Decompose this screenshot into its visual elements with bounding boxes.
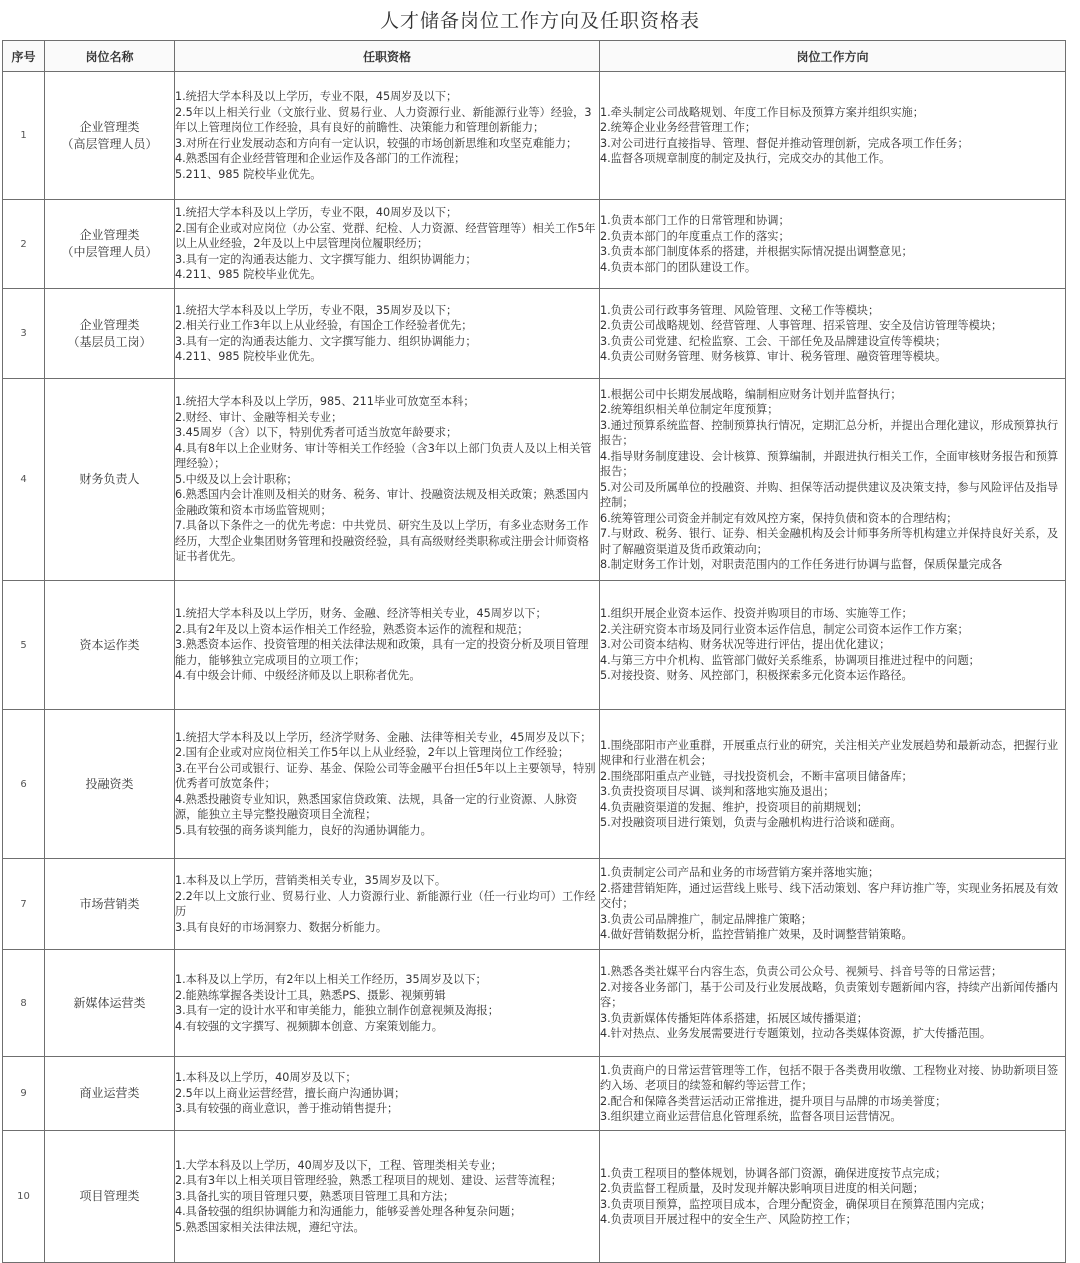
duty-item: 4.负责公司财务管理、财务核算、审计、税务管理、融资管理等模块。 (600, 350, 947, 363)
position-title: 企业管理类 (79, 228, 140, 242)
row-seq: 6 (3, 710, 45, 859)
duty-item: 1.负责本部门工作的日常管理和协调； (600, 214, 790, 227)
qualification-item: 3.45周岁（含）以下，特别优秀者可适当放宽年龄要求； (175, 426, 458, 440)
duty-item: 4.负责项目开展过程中的安全生产、风险防控工作； (600, 1213, 857, 1226)
qualification-item: 2.5年以上商业运营经营，擅长商户沟通协调； (175, 1086, 406, 1100)
table-row (3, 1131, 1066, 1263)
duty-item: 3.负责项目预算，监控项目成本，合理分配资金，确保项目在预算范围内完成； (600, 1197, 992, 1211)
duty-item: 2.统筹企业业务经营管理工作； (600, 121, 757, 134)
row-work-direction (600, 581, 1066, 710)
row-seq: 10 (3, 1131, 45, 1263)
duty-item: 4.负责融资渠道的发掘、维护，投资项目的前期规划； (600, 800, 868, 814)
row-work-direction (600, 1057, 1066, 1131)
position-title: 新媒体运营类 (73, 995, 146, 1010)
qualification-item: 1.本科及以上学历，40周岁及以下； (175, 1071, 357, 1085)
duty-item: 4.监督各项规章制度的制定及执行，完成交办的其他工作。 (600, 152, 891, 165)
position-title: 项目管理类 (79, 1189, 140, 1203)
duty-item: 3.负责本部门制度体系的搭建，并根据实际情况提出调整意见； (600, 245, 913, 258)
row-work-direction (600, 710, 1066, 859)
row-qualifications (175, 72, 600, 200)
qualification-item: 1.统招大学本科及以上学历，专业不限，45周岁及以下； (175, 90, 458, 103)
duty-item: 4.针对热点、业务发展需要进行专题策划，拉动各类媒体资源，扩大传播范围。 (600, 1027, 992, 1041)
qualification-item: 4.具有8年以上企业财务、审计等相关工作经验（含3年以上部门负责人及以上相关管理经验）； (175, 441, 592, 471)
qualification-item: 2.财经、审计、金融等相关专业； (175, 410, 343, 424)
row-seq: 1 (3, 72, 45, 200)
qualification-item: 1.统招大学本科及以上学历，经济学财务、金融、法律等相关专业，45周岁及以下； (175, 730, 592, 744)
duty-item: 1.负责商户的日常运营管理等工作，包括不限于各类费用收缴、工程物业对接、协助新项目签约入场、老项目的续签和解约等运营工作； (600, 1063, 1059, 1092)
row-work-direction (600, 859, 1066, 950)
row-qualifications (175, 950, 600, 1057)
duty-item: 2.负责监督工程质量，及时发现并解决影响项目进度的相关问题； (600, 1182, 924, 1195)
qualification-table (2, 40, 1066, 1263)
page-title: 人才储备岗位工作方向及任职资格表 (379, 9, 700, 32)
qualification-item: 3.对所在行业发展动态和方向有一定认识，较强的市场创新思维和攻坚克难能力； (175, 136, 578, 150)
qualification-item: 4.熟悉投融资专业知识，熟悉国家信贷政策、法规，具备一定的行业资源、人脉资源，能独立主导完整投融资项目全流程； (175, 792, 578, 822)
row-work-direction (600, 1131, 1066, 1263)
duty-item: 1.负责制定公司产品和业务的市场营销方案并落地实施； (600, 866, 880, 880)
qualification-item: 1.大学本科及以上学历，40周岁及以下，工程、管理类相关专业； (175, 1158, 502, 1172)
row-work-direction (600, 950, 1066, 1057)
duty-item: 7.与财政、税务、银行、证券、相关金融机构及会计师事务所等机构建立并保持良好关系，及时了解融资渠道及货币政策动向； (600, 527, 1059, 556)
qualification-item: 3.熟悉资本运作、投资管理的相关法律法规和政策，具有一定的投资分析及项目管理能力，能够独立完成项目的立项工作； (175, 638, 589, 667)
row-qualifications (175, 581, 600, 710)
duty-item: 3.通过预算系统监督、控制预算执行情况，定期汇总分析，并提出合理化建议，形成预算执行报告； (600, 418, 1059, 447)
row-position-name (45, 379, 175, 581)
duty-item: 1.牵头制定公司战略规划、年度工作目标及预算方案并组织实施； (600, 105, 924, 119)
qualification-item: 1.统招大学本科及以上学历，专业不限，40周岁及以下； (175, 206, 458, 220)
qualification-item: 4.211、985 院校毕业优先。 (175, 268, 322, 282)
qualification-item: 2.5年以上相关行业（文旅行业、贸易行业、人力资源行业、新能源行业等）经验，3年以上管理岗位工作经验，具有良好的前瞻性、决策能力和管理创新能力； (175, 105, 592, 134)
row-seq: 3 (3, 289, 45, 379)
qualification-item: 5.211、985 院校毕业优先。 (175, 167, 322, 181)
table-row (3, 200, 1066, 289)
row-qualifications (175, 1057, 600, 1131)
duty-item: 1.组织开展企业资本运作、投资并购项目的市场、实施等工作； (600, 607, 913, 621)
qualification-item: 5.具有较强的商务谈判能力，良好的沟通协调能力。 (175, 823, 432, 837)
row-qualifications (175, 289, 600, 379)
qualification-item: 3.具有一定的设计水平和审美能力，能独立制作创意视频及海报； (175, 1004, 499, 1017)
row-qualifications (175, 859, 600, 950)
qualification-item: 1.统招大学本科及以上学历，财务、金融、经济等相关专业，45周岁以下； (175, 607, 547, 621)
row-position-name (45, 859, 175, 950)
qualification-item: 4.211、985 院校毕业优先。 (175, 350, 322, 363)
table-body (3, 72, 1066, 1263)
qualification-item: 2.能熟练掌握各类设计工具，熟悉PS、摄影、视频剪辑 (175, 988, 446, 1002)
duty-item: 2.对接各业务部门，基于公司及行业发展战略，负责策划专题新闻内容，持续产出新闻传播内容； (600, 980, 1059, 1010)
row-seq: 5 (3, 581, 45, 710)
duty-item: 2.负责公司战略规划、经营管理、人事管理、招采管理、安全及信访管理等模块； (600, 319, 1003, 332)
qualification-item: 1.统招大学本科及以上学历，985、211毕业可放宽至本科； (175, 395, 475, 409)
row-position-name (45, 200, 175, 289)
qualification-item: 2.具有3年以上相关项目管理经验，熟悉工程项目的规划、建设、运营等流程； (175, 1174, 562, 1188)
position-title: 投融资类 (85, 776, 134, 791)
duty-item: 1.负责公司行政事务管理、风险管理、文秘工作等模块； (600, 303, 880, 317)
duty-item: 2.配合和保障各类营运活动正常推进，提升项目与品牌的市场美誉度； (600, 1094, 947, 1108)
duty-item: 3.负责投资项目尽调、谈判和落地实施及退出； (600, 785, 835, 798)
row-work-direction (600, 200, 1066, 289)
duty-item: 2.统筹组织相关单位制定年度预算； (600, 403, 779, 416)
row-position-name (45, 710, 175, 859)
qualification-item: 5.中级及以上会计职称； (175, 472, 298, 486)
table-row (3, 581, 1066, 710)
qualification-item: 3.在平台公司或银行、证券、基金、保险公司等金融平台担任5年以上主要领导，特别优秀者可放宽条件； (175, 761, 596, 791)
row-position-name (45, 1057, 175, 1131)
header-seq: 序号 (3, 41, 45, 72)
row-seq: 9 (3, 1057, 45, 1131)
duty-item: 1.围绕邵阳市产业重群，开展重点行业的研究，关注相关产业发展趋势和最新动态，把握行业规律和行业潜在机会； (600, 738, 1059, 767)
position-title: 企业管理类 (79, 119, 140, 134)
duty-item: 3.对公司资本结构、财务状况等进行评估，提出优化建议； (600, 638, 891, 652)
duty-item: 5.对投融资项目进行策划，负责与金融机构进行洽谈和磋商。 (600, 816, 902, 829)
position-title: 财务负责人 (79, 472, 140, 486)
header-position-name: 岗位名称 (45, 41, 175, 72)
table-row (3, 950, 1066, 1057)
position-title: 商业运营类 (79, 1086, 140, 1100)
duty-item: 2.围绕邵阳重点产业链，寻找投资机会，不断丰富项目储备库； (600, 769, 913, 783)
duty-item: 5.对接投资、财务、风控部门，积极探索多元化资本运作路径。 (600, 669, 913, 683)
row-seq: 7 (3, 859, 45, 950)
duty-item: 1.熟悉各类社媒平台内容生态，负责公司公众号、视频号、抖音号等的日常运营； (600, 965, 1003, 979)
row-position-name (45, 72, 175, 200)
table-header-row (3, 41, 1066, 72)
duty-item: 2.关注研究资本市场及同行业资本运作信息，制定公司资本运作工作方案； (600, 622, 969, 636)
row-qualifications (175, 710, 600, 859)
row-seq: 4 (3, 379, 45, 581)
table-row (3, 1057, 1066, 1131)
position-title: 市场营销类 (79, 896, 140, 911)
duty-item: 6.统筹管理公司资金并制定有效风控方案，保持负债和资本的合理结构； (600, 511, 958, 525)
duty-item: 4.负责本部门的团队建设工作。 (600, 260, 757, 274)
table-row (3, 859, 1066, 950)
duty-item: 1.负责工程项目的整体规划，协调各部门资源，确保进度按节点完成； (600, 1166, 947, 1180)
qualification-item: 1.统招大学本科及以上学历，专业不限，35周岁及以下； (175, 303, 458, 317)
qualification-item: 2.相关行业工作3年以上从业经验，有国企工作经验者优先； (175, 319, 473, 332)
qualification-item: 6.熟悉国内会计准则及相关的财务、税务、审计、投融资法规及相关政策；熟悉国内金融政策和资本市场监管规则； (175, 488, 589, 517)
qualification-item: 3.具有较强的商业意识，善于推动销售提升； (175, 1102, 399, 1116)
row-seq: 2 (3, 200, 45, 289)
qualification-item: 2.2年以上文旅行业、贸易行业、人力资源行业、新能源行业（任一行业均可）工作经历 (175, 889, 596, 918)
header-qualifications: 任职资格 (175, 41, 600, 72)
duty-item: 1.根据公司中长期发展战略，编制相应财务计划并监督执行； (600, 387, 902, 401)
qualification-item: 1.本科及以上学历，营销类相关专业，35周岁及以下。 (175, 874, 447, 887)
table-row (3, 289, 1066, 379)
position-title: 资本运作类 (79, 637, 140, 652)
position-subtitle: （高层管理人员） (61, 136, 158, 151)
qualification-item: 2.国有企业或对应岗位相关工作5年以上从业经验，2年以上管理岗位工作经验； (175, 746, 570, 760)
row-work-direction (600, 72, 1066, 200)
position-subtitle: （基层员工岗） (67, 334, 152, 349)
qualification-item: 3.具有一定的沟通表达能力、文字撰写能力、组织协调能力； (175, 334, 477, 348)
qualification-item: 3.具有一定的沟通表达能力、文字撰写能力、组织协调能力； (175, 252, 477, 266)
duty-item: 4.做好营销数据分析，监控营销推广效果，及时调整营销策略。 (600, 928, 913, 942)
table-row (3, 379, 1066, 581)
table-row (3, 72, 1066, 200)
duty-item: 3.对公司进行直接指导、管理、督促并推动管理创新，完成各项工作任务； (600, 136, 969, 150)
duty-item: 3.负责新媒体传播矩阵体系搭建，拓展区域传播渠道； (600, 1011, 868, 1025)
header-work-direction: 岗位工作方向 (600, 41, 1066, 72)
qualification-item: 4.有较强的文字撰写、视频脚本创意、方案策划能力。 (175, 1019, 443, 1033)
row-position-name (45, 289, 175, 379)
duty-item: 5.对公司及所属单位的投融资、并购、担保等活动提供建议及决策支持，参与风险评估及指导控制； (600, 480, 1059, 509)
row-qualifications (175, 379, 600, 581)
row-qualifications (175, 200, 600, 289)
duty-item: 4.指导财务制度建设、会计核算、预算编制，并跟进执行相关工作，全面审核财务报告和预算报告； (600, 449, 1059, 478)
duty-item: 3.负责公司品牌推广，制定品牌推广策略； (600, 912, 813, 926)
qualification-item: 7.具备以下条件之一的优先考虑：中共党员、研究生及以上学历，有多业态财务工作经历，大型企业集团财务管理和投融资经验，具有高级财经类职称或注册会计师资格证书者优先。 (175, 519, 589, 564)
position-subtitle: （中层管理人员） (61, 245, 158, 259)
row-seq: 8 (3, 950, 45, 1057)
duty-item: 3.组织建立商业运营信息化管理系统，监督各项目运营情况。 (600, 1110, 902, 1123)
duty-item: 8.制定财务工作计划，对职责范围内的工作任务进行协调与监督，保质保量完成各 (600, 558, 1003, 571)
qualification-item: 1.本科及以上学历，有2年以上相关工作经历，35周岁及以下； (175, 973, 487, 986)
qualification-item: 2.国有企业或对应岗位（办公室、党群、纪检、人力资源、经营管理等）相关工作5年以上从业经验，2年及以上中层管理岗位履职经历； (175, 221, 596, 251)
qualification-item: 4.具备较强的组织协调能力和沟通能力，能够妥善处理各种复杂问题； (175, 1205, 522, 1219)
row-position-name (45, 1131, 175, 1263)
row-work-direction (600, 289, 1066, 379)
table-row (3, 710, 1066, 859)
duty-item: 2.搭建营销矩阵，通过运营线上账号、线下活动策划、客户拜访推广等，实现业务拓展及有效交付； (600, 881, 1059, 911)
qualification-item: 4.有中级会计师、中级经济师及以上职称者优先。 (175, 669, 421, 683)
duty-item: 4.与第三方中介机构、监管部门做好关系维系，协调项目推进过程中的问题； (600, 653, 980, 667)
row-qualifications (175, 1131, 600, 1263)
row-work-direction (600, 379, 1066, 581)
qualification-item: 3.具备扎实的项目管理只要，熟悉项目管理工具和方法； (175, 1189, 455, 1203)
row-position-name (45, 581, 175, 710)
qualification-item: 5.熟悉国家相关法律法规，遵纪守法。 (175, 1220, 365, 1234)
row-position-name (45, 950, 175, 1057)
duty-item: 2.负责本部门的年度重点工作的落实； (600, 229, 790, 243)
position-title: 企业管理类 (79, 317, 140, 332)
qualification-item: 3.具有良好的市场洞察力、数据分析能力。 (175, 920, 388, 934)
duty-item: 3.负责公司党建、纪检监察、工会、干部任免及品牌建设宣传等模块； (600, 334, 947, 348)
qualification-item: 2.具有2年及以上资本运作相关工作经验，熟悉资本运作的流程和规范； (175, 622, 529, 636)
qualification-item: 4.熟悉国有企业经营管理和企业运作及各部门的工作流程； (175, 152, 466, 165)
